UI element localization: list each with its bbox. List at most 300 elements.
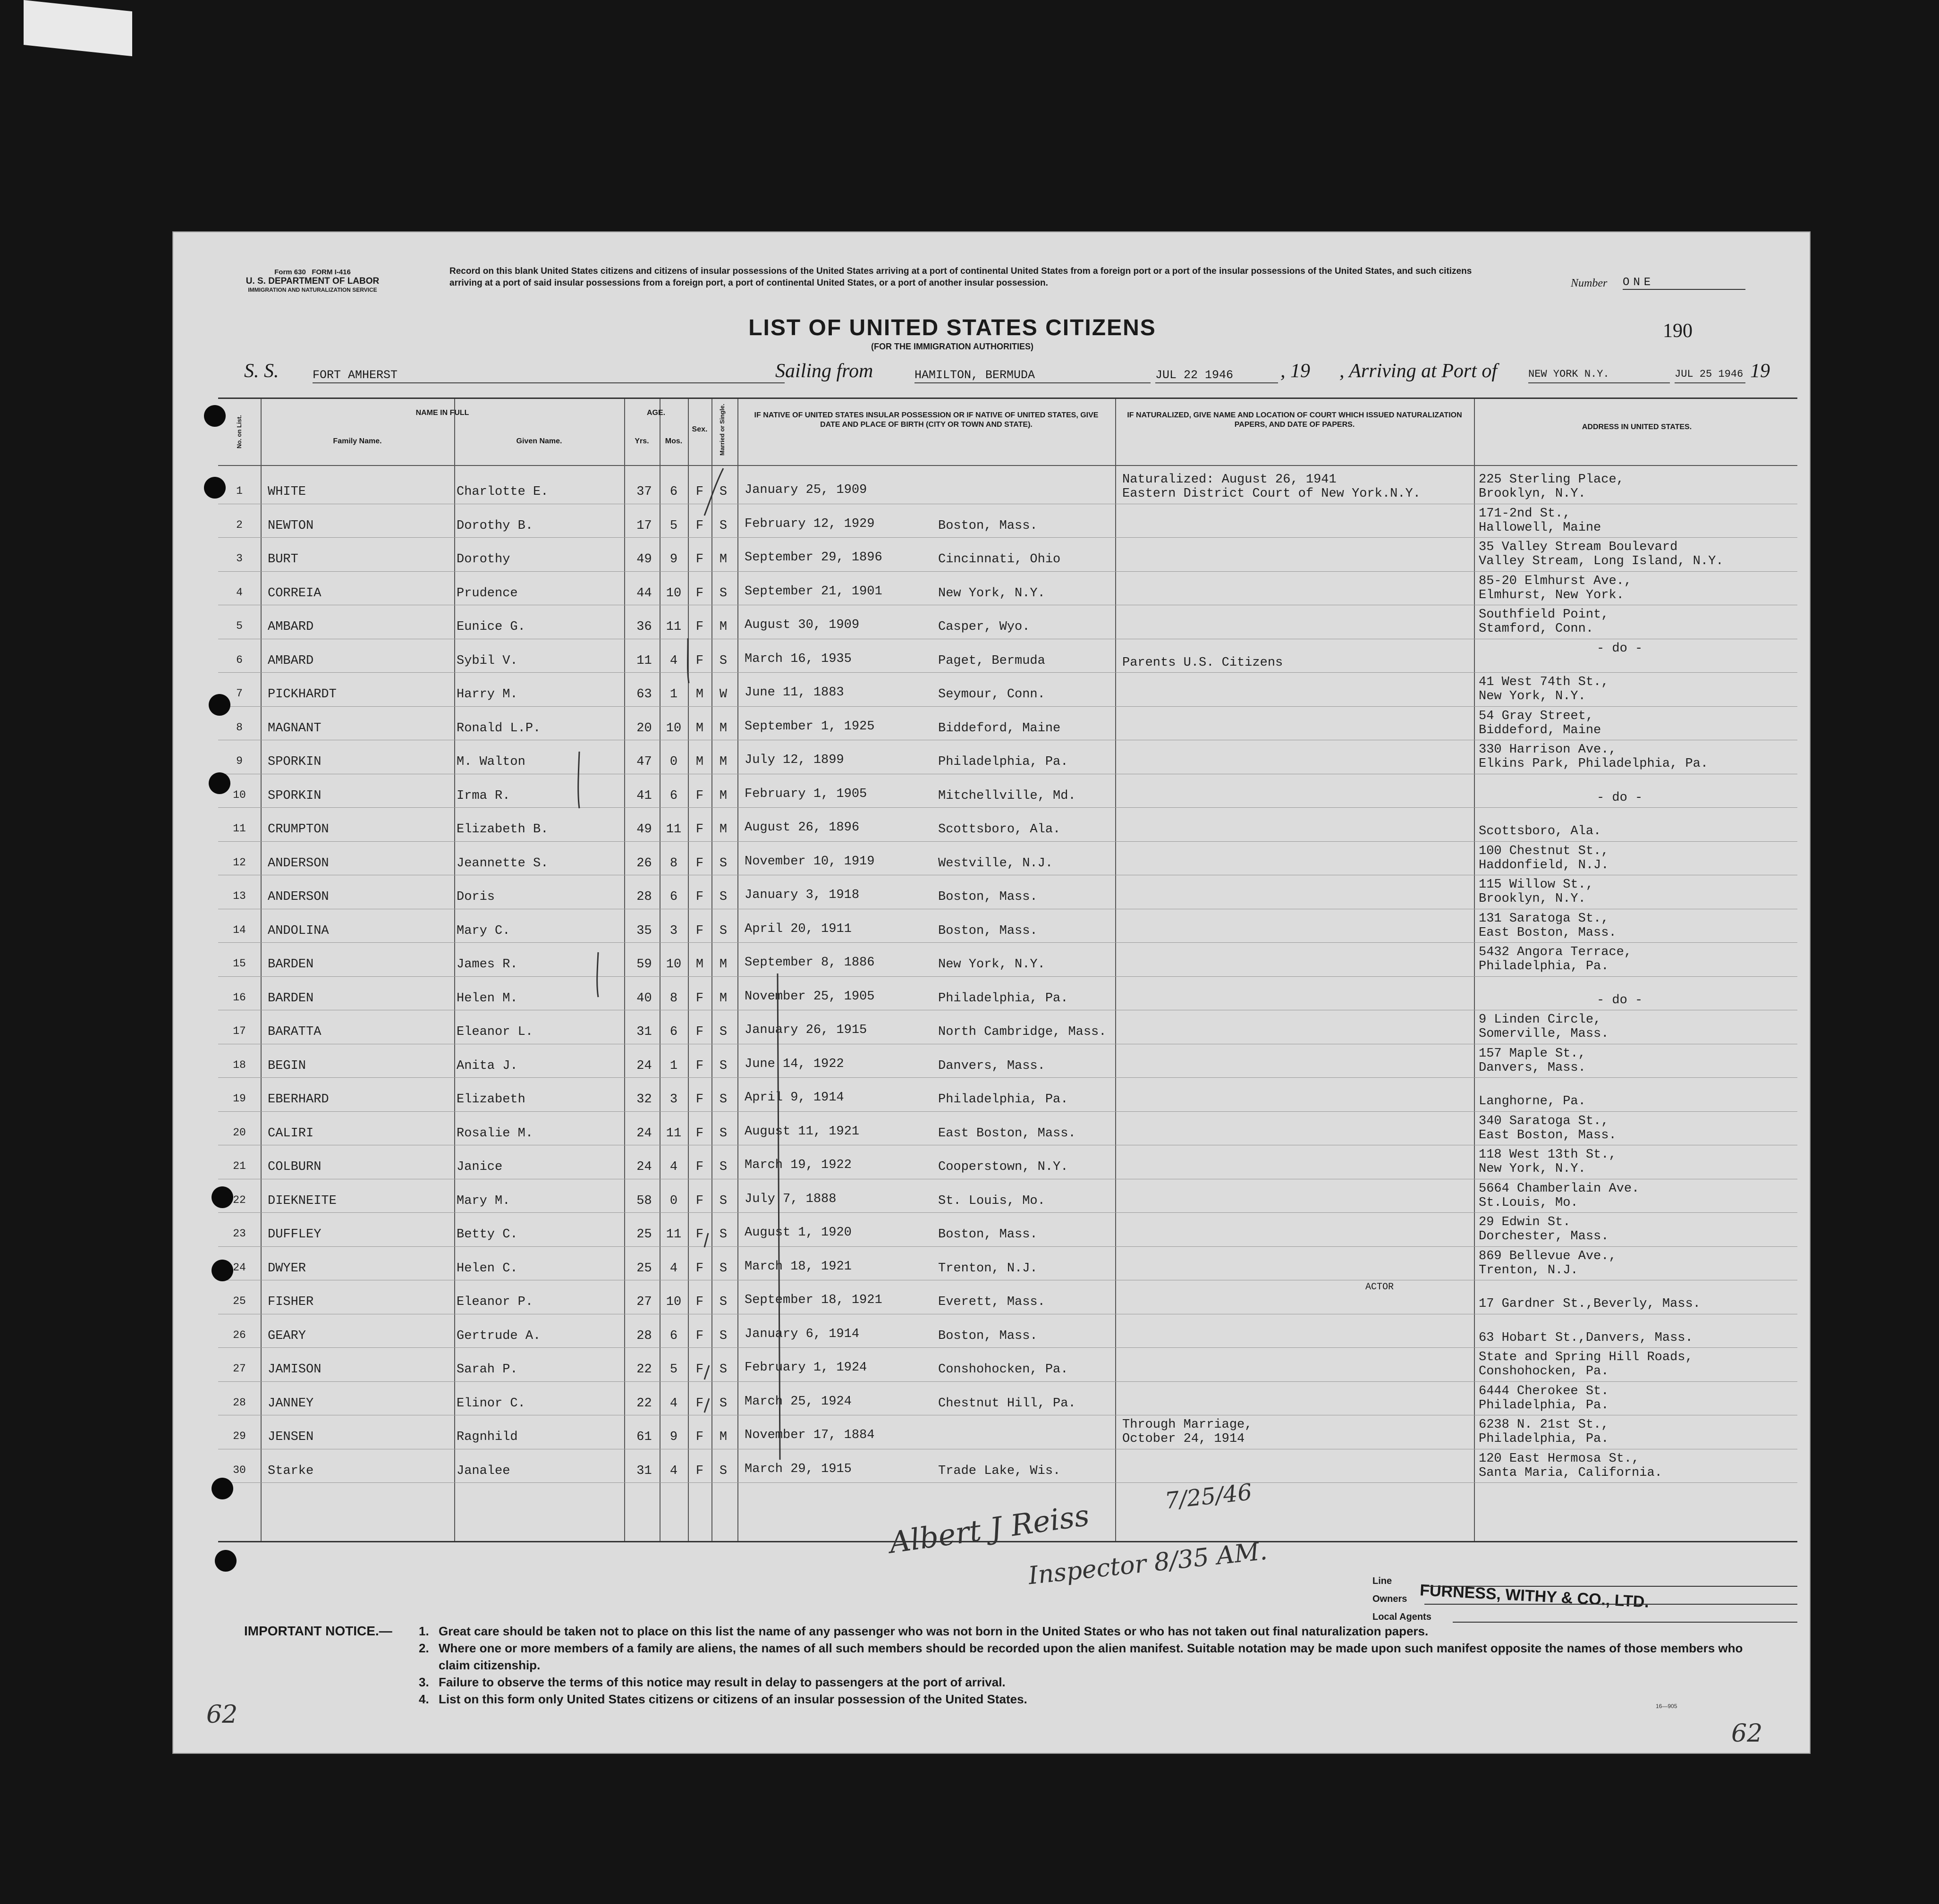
age-months: 8 [669,856,678,871]
address-line: 35 Valley Stream Boulevard [1479,540,1678,554]
marital-status: M [719,991,728,1006]
age-years: 20 [636,721,652,736]
given-name: Sybil V. [457,653,518,668]
birth-place: Everett, Mass. [938,1295,1045,1309]
birth-date: August 1, 1920 [745,1226,852,1240]
address-line: Philadelphia, Pa. [1479,1398,1609,1413]
age-years: 22 [636,1396,652,1411]
address-line: - do - [1597,993,1643,1007]
given-name: Elinor C. [457,1396,525,1411]
year-label: , 19 [1280,360,1310,382]
age-months: 4 [669,1396,678,1411]
family-name: AMBARD [268,620,314,634]
passenger-number: 1 [236,485,243,497]
marital-status: S [719,1362,728,1377]
birth-place: Chestnut Hill, Pa. [938,1396,1076,1411]
marital-status: M [719,755,728,769]
birth-date: February 1, 1905 [745,787,867,801]
marital-status: W [719,687,728,702]
signature-date: 7/25/46 [1163,1479,1253,1515]
age-months: 1 [669,1058,678,1073]
marital-status: S [719,890,728,904]
passenger-number: 6 [236,653,243,666]
age-years: 32 [636,1092,652,1107]
address-line: New York, N.Y. [1479,1162,1586,1176]
marital-status: S [719,653,728,668]
birth-date: February 1, 1924 [745,1361,867,1375]
birth-place: Cincinnati, Ohio [938,552,1061,567]
address-line: 120 East Hermosa St., [1479,1451,1640,1466]
col-naturalized: IF NATURALIZED, GIVE NAME AND LOCATION OF COURT WHICH ISSUED NATURALIZATION PAPERS, AND DATE OF PAPERS. [1127,411,1462,429]
marital-status: S [719,1025,728,1039]
family-name: DUFFLEY [268,1227,322,1242]
form-code: 16—905 [1656,1703,1677,1709]
naturalization-line: Through Marriage, [1122,1418,1253,1432]
birth-date: September 8, 1886 [745,956,875,970]
passenger-number: 3 [236,552,243,565]
ship-name: FORT AMHERST [313,368,785,383]
address-line: 63 Hobart St.,Danvers, Mass. [1479,1330,1693,1345]
age-years: 28 [636,890,652,904]
family-name: CALIRI [268,1126,314,1141]
address-line: 54 Gray Street, [1479,709,1594,723]
sex: F [695,822,704,837]
birth-date: March 29, 1915 [745,1462,852,1476]
notice-heading: IMPORTANT NOTICE.— [244,1624,392,1638]
address-line: 131 Saratoga St., [1479,911,1609,926]
address-line: - do - [1597,790,1643,805]
passenger-number: 22 [233,1193,246,1206]
sex: M [695,687,704,702]
given-name: Mary C. [457,923,510,938]
passenger-number: 20 [233,1126,246,1139]
passenger-number: 26 [233,1329,246,1341]
birth-place: Conshohocken, Pa. [938,1362,1068,1377]
passenger-number: 15 [233,957,246,970]
sex: M [695,755,704,769]
age-months: 4 [669,1261,678,1276]
line-value: FURNESS, WITHY & CO., LTD. [1419,1581,1650,1611]
sex: F [695,653,704,668]
address-line: Elmhurst, New York. [1479,588,1624,602]
birth-place: East Boston, Mass. [938,1126,1076,1141]
birth-date: March 19, 1922 [745,1158,852,1172]
sex: F [695,1396,704,1411]
sex: F [695,991,704,1006]
given-name: Gertrude A. [457,1329,541,1343]
birth-date: January 26, 1915 [745,1023,867,1037]
sex: F [695,552,704,567]
col-sex: Sex. [692,425,708,433]
age-years: 44 [636,586,652,601]
age-months: 5 [669,1362,678,1377]
age-years: 35 [636,923,652,938]
passenger-number: 29 [233,1430,246,1442]
age-years: 25 [636,1261,652,1276]
address-line: 340 Saratoga St., [1479,1114,1609,1128]
birth-date: August 11, 1921 [745,1124,860,1139]
address-line: 100 Chestnut St., [1479,844,1609,858]
address-line: Philadelphia, Pa. [1479,959,1609,973]
age-months: 4 [669,653,678,668]
address-line: - do - [1597,641,1643,656]
sex: F [695,1430,704,1444]
given-name: Dorothy [457,552,510,567]
birth-date: July 12, 1899 [745,753,844,767]
given-name: M. Walton [457,755,525,769]
marital-status: S [719,1126,728,1141]
agency-name: U. S. DEPARTMENT OF LABOR [246,276,380,286]
passenger-number: 19 [233,1092,246,1105]
family-name: PICKHARDT [268,687,337,702]
passenger-number: 21 [233,1160,246,1172]
address-line: 5664 Chamberlain Ave. [1479,1181,1640,1196]
given-name: Elizabeth [457,1092,525,1107]
birth-place: Danvers, Mass. [938,1058,1045,1073]
col-no: No. on List. [236,415,243,449]
notice-item: 2. Where one or more members of a family are aliens, the names of all such members should be recorded upon the alien manifest. Suitable notation may be made upon such manifest opposite the names of those members who claim citizenship. [419,1641,1743,1672]
sex: F [695,1025,704,1039]
number-label: Number [1571,277,1608,289]
arriving-date: JUL 25 1946 [1675,368,1745,383]
birth-place: Boston, Mass. [938,923,1038,938]
birth-place: Trade Lake, Wis. [938,1464,1061,1478]
age-months: 10 [666,1295,682,1309]
notice-item: 4. List on this form only United States citizens or citizens of an insular possession of the United States. [419,1692,1027,1706]
age-months: 6 [669,1329,678,1343]
family-name: BARDEN [268,957,314,972]
col-mos: Mos. [665,437,683,445]
birth-date: November 10, 1919 [745,854,875,869]
address-line: 6238 N. 21st St., [1479,1418,1609,1432]
age-months: 5 [669,518,678,533]
marital-status: M [719,1430,728,1444]
sex: F [695,1362,704,1377]
sailing-from: HAMILTON, BERMUDA [914,368,1151,383]
birth-place: Trenton, N.J. [938,1261,1038,1276]
passenger-number: 24 [233,1261,246,1274]
marital-status: S [719,1295,728,1309]
address-line: Santa Maria, California. [1479,1465,1662,1480]
corner-number-right: 62 [1731,1719,1763,1748]
birth-date: January 25, 1909 [745,483,867,497]
birth-place: New York, N.Y. [938,957,1045,972]
birth-date: August 26, 1896 [745,821,860,835]
birth-date: January 3, 1918 [745,888,860,902]
age-months: 11 [666,1227,682,1242]
sex: F [695,1295,704,1309]
age-months: 9 [669,1430,678,1444]
age-months: 6 [669,485,678,499]
punch-hole [204,477,226,499]
age-years: 24 [636,1126,652,1141]
family-name: JANNEY [268,1396,314,1411]
birth-date: November 25, 1905 [745,989,875,1004]
sex: F [695,1058,704,1073]
passenger-number: 27 [233,1362,246,1375]
address-line: 5432 Angora Terrace, [1479,945,1632,959]
ss-label: S. S. [244,360,279,382]
address-line: Dorchester, Mass. [1479,1229,1609,1244]
col-family-name: Family Name. [333,437,382,445]
sex: F [695,1193,704,1208]
sex: F [695,518,704,533]
family-name: ANDERSON [268,856,329,871]
birth-date: March 18, 1921 [745,1259,852,1274]
birth-place: Philadelphia, Pa. [938,755,1068,769]
age-years: 28 [636,1329,652,1343]
given-name: James R. [457,957,518,972]
family-name: SPORKIN [268,788,322,803]
sailing-label: Sailing from [775,360,873,382]
address-line: Valley Stream, Long Island, N.Y. [1479,554,1724,568]
address-line: State and Spring Hill Roads, [1479,1350,1693,1364]
given-name: Elizabeth B. [457,822,549,837]
address-line: Stamford, Conn. [1479,622,1594,636]
age-years: 49 [636,822,652,837]
family-name: Starke [268,1464,314,1478]
arriving-port: NEW YORK N.Y. [1528,368,1670,383]
birth-date: September 29, 1896 [745,550,882,565]
birth-date: January 6, 1914 [745,1327,860,1341]
page-subtitle: (FOR THE IMMIGRATION AUTHORITIES) [871,342,1033,351]
age-months: 1 [669,687,678,702]
birth-place: Westville, N.J. [938,856,1053,871]
birth-date: July 7, 1888 [745,1192,837,1206]
passenger-number: 28 [233,1396,246,1409]
family-name: AMBARD [268,653,314,668]
col-yrs: Yrs. [635,437,649,445]
age-months: 8 [669,991,678,1006]
punch-hole [209,772,230,794]
marital-status: S [719,856,728,871]
service-name: IMMIGRATION AND NATURALIZATION SERVICE [248,287,377,293]
address-line: 85-20 Elmhurst Ave., [1479,574,1632,588]
family-name: COLBURN [268,1160,322,1174]
address-line: Brooklyn, N.Y. [1479,487,1586,501]
age-months: 10 [666,721,682,736]
given-name: Eunice G. [457,620,525,634]
address-line: 330 Harrison Ave., [1479,743,1617,757]
page-number: 190 [1663,320,1693,342]
stray-mark: ACTOR [1365,1282,1394,1293]
marital-status: S [719,1329,728,1343]
sex: F [695,1160,704,1174]
address-line: Brooklyn, N.Y. [1479,892,1586,906]
age-months: 0 [669,755,678,769]
given-name: Prudence [457,586,518,601]
birth-place: Mitchellville, Md. [938,788,1076,803]
address-line: 118 West 13th St., [1479,1148,1617,1162]
sex: F [695,1227,704,1242]
age-months: 0 [669,1193,678,1208]
marital-status: S [719,1227,728,1242]
age-years: 24 [636,1160,652,1174]
family-name: JAMISON [268,1362,322,1377]
notice-item: 3. Failure to observe the terms of this notice may result in delay to passengers at the port of arrival. [419,1675,1006,1689]
age-months: 3 [669,923,678,938]
marital-status: M [719,620,728,634]
birth-place: Paget, Bermuda [938,653,1045,668]
age-years: 40 [636,991,652,1006]
birth-date: March 25, 1924 [745,1394,852,1409]
age-years: 61 [636,1430,652,1444]
birth-place: Boston, Mass. [938,890,1038,904]
notice-item: 1. Great care should be taken not to place on this list the name of any passenger who was not born in the United States or who has not taken out final naturalization papers. [419,1624,1429,1638]
age-years: 17 [636,518,652,533]
passenger-number: 30 [233,1464,246,1476]
sex: F [695,586,704,601]
sex: F [695,1464,704,1478]
marital-status: S [719,1261,728,1276]
age-years: 59 [636,957,652,972]
family-name: EBERHARD [268,1092,329,1107]
age-months: 4 [669,1464,678,1478]
passenger-number: 7 [236,687,243,700]
birth-date: April 20, 1911 [745,922,852,936]
age-years: 11 [636,653,652,668]
family-name: NEWTON [268,518,314,533]
sex: F [695,1126,704,1141]
birth-place: Scottsboro, Ala. [938,822,1061,837]
given-name: Harry M. [457,687,518,702]
naturalization-line: Parents U.S. Citizens [1122,655,1283,670]
film-edge [24,0,132,56]
given-name: Janalee [457,1464,510,1478]
marital-status: S [719,518,728,533]
sex: F [695,890,704,904]
address-line: Haddonfield, N.J. [1479,858,1609,872]
age-months: 11 [666,620,682,634]
family-name: BEGIN [268,1058,306,1073]
given-name: Helen C. [457,1261,518,1276]
punch-hole [212,1260,233,1281]
birth-place: St. Louis, Mo. [938,1193,1045,1208]
age-years: 41 [636,788,652,803]
marital-status: S [719,923,728,938]
birth-date: September 21, 1901 [745,584,882,599]
given-name: Dorothy B. [457,518,533,533]
marital-status: S [719,1193,728,1208]
address-line: Scottsboro, Ala. [1479,824,1601,838]
family-name: SPORKIN [268,755,322,769]
family-name: DIEKNEITE [268,1193,337,1208]
punch-hole [212,1186,233,1208]
age-months: 9 [669,552,678,567]
marital-status: S [719,1092,728,1107]
given-name: Anita J. [457,1058,518,1073]
given-name: Betty C. [457,1227,518,1242]
marital-status: M [719,957,728,972]
family-name: ANDERSON [268,890,329,904]
family-name: JENSEN [268,1430,314,1444]
given-name: Mary M. [457,1193,510,1208]
address-line: Somerville, Mass. [1479,1027,1609,1041]
address-line: Langhorne, Pa. [1479,1094,1586,1109]
family-name: FISHER [268,1295,314,1309]
given-name: Ronald L.P. [457,721,541,736]
birth-date: September 18, 1921 [745,1293,882,1307]
line-label: Line [1372,1576,1392,1586]
age-years: 36 [636,620,652,634]
birth-place: North Cambridge, Mass. [938,1025,1107,1039]
passenger-number: 16 [233,991,246,1004]
birth-date: September 1, 1925 [745,719,875,734]
age-months: 11 [666,822,682,837]
birth-place: Philadelphia, Pa. [938,991,1068,1006]
age-months: 6 [669,1025,678,1039]
age-years: 22 [636,1362,652,1377]
age-years: 49 [636,552,652,567]
address-line: St.Louis, Mo. [1479,1195,1578,1210]
birth-place: Casper, Wyo. [938,620,1030,634]
address-line: 9 Linden Circle, [1479,1013,1601,1027]
family-name: CRUMPTON [268,822,329,837]
birth-date: April 9, 1914 [745,1091,844,1105]
passenger-number: 14 [233,923,246,936]
passenger-number: 11 [233,822,246,835]
birth-place: Boston, Mass. [938,1227,1038,1242]
year-label-2: 19 [1750,360,1770,382]
age-years: 27 [636,1295,652,1309]
address-line: 171-2nd St., [1479,506,1571,521]
address-line: Danvers, Mass. [1479,1060,1586,1075]
sex: F [695,1329,704,1343]
given-name: Janice [457,1160,503,1174]
col-age: AGE. [646,409,666,417]
col-address: ADDRESS IN UNITED STATES. [1582,423,1692,431]
given-name: Charlotte E. [457,485,549,499]
age-years: 26 [636,856,652,871]
sex: F [695,1092,704,1107]
sailing-date: JUL 22 1946 [1155,368,1278,383]
address-line: East Boston, Mass. [1479,1128,1617,1142]
birth-date: February 12, 1929 [745,516,875,531]
marital-status: M [719,721,728,736]
page-title: LIST OF UNITED STATES CITIZENS [748,315,1156,340]
birth-place: New York, N.Y. [938,586,1045,601]
passenger-number: 4 [236,586,243,599]
address-line: 17 Gardner St.,Beverly, Mass. [1479,1297,1701,1311]
given-name: Doris [457,890,495,904]
given-name: Jeannette S. [457,856,549,871]
marital-status: S [719,1160,728,1174]
given-name: Sarah P. [457,1362,518,1377]
address-line: Southfield Point, [1479,608,1609,622]
address-line: 157 Maple St., [1479,1046,1586,1061]
passenger-number: 12 [233,856,246,869]
age-years: 47 [636,755,652,769]
naturalization-line: Eastern District Court of New York.N.Y. [1122,487,1421,501]
passenger-number: 10 [233,788,246,801]
age-years: 63 [636,687,652,702]
marital-status: S [719,1058,728,1073]
number-value: ONE [1623,276,1745,290]
marital-status: S [719,586,728,601]
birth-place: Cooperstown, N.Y. [938,1160,1068,1174]
owners-label: Owners [1372,1594,1407,1604]
birth-date: June 11, 1883 [745,685,844,700]
age-months: 10 [666,957,682,972]
manifest-sheet [172,231,1811,1754]
marital-status: S [719,485,728,499]
address-line: 869 Bellevue Ave., [1479,1249,1617,1263]
naturalization-line: Naturalized: August 26, 1941 [1122,473,1337,487]
sex: M [695,721,704,736]
passenger-number: 23 [233,1227,246,1240]
form-id: Form 630 [274,268,306,276]
agents-label: Local Agents [1372,1612,1431,1622]
